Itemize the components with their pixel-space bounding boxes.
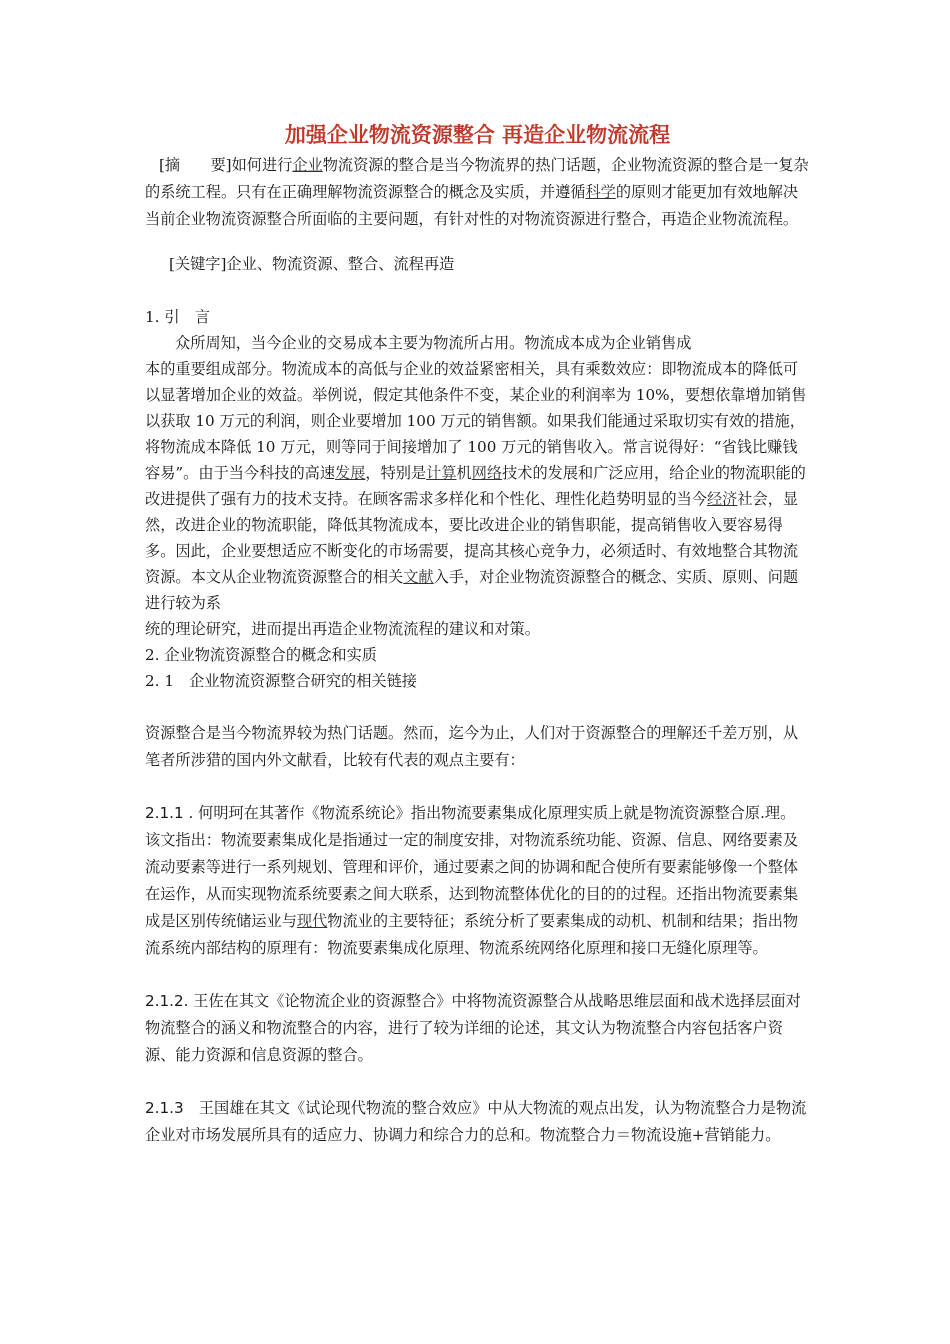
link-xiandai[interactable]: 现代	[296, 912, 328, 930]
link-wenxian[interactable]: 文献	[403, 568, 434, 586]
paragraph-text: 王佐在其文《论物流企业的资源整合》中将物流资源整合从战略思维层面和战术选择层面对物流整合的涵义和物流整合的内容，进行了较为详细的论述，其文认为物流整合内容包括客户资源、能力资源和信息资源的整合。	[145, 992, 801, 1064]
abstract-text: 的原则才能更加有效地解决当前企业物流资源整合所面临的主要问题，有针对性的对物流资源进行整合，再造企业物流流程。	[145, 183, 799, 228]
section-2-1-intro: 资源整合是当今物流界较为热门话题。然而，迄今为止，人们对于资源整合的理解还千差万别，从笔者所涉猎的国内外文献看，比较有代表的观点主要有：	[145, 724, 799, 769]
abstract-text: 如何进行	[231, 156, 293, 174]
link-fazhan[interactable]: 发展	[335, 464, 366, 482]
intro-text: ，特别是	[365, 464, 427, 482]
intro-text: 本的重要组成部分。物流成本的高低与企业的效益紧密相关，具有乘数效应：即物流成本的降低可以显著增加企业的效益。举例说，假定其他条件不变，某企业的利润率为 10%，要想依靠增加销售以获取 10 万元的利润，则企业要增加 100 万元的销售额。如果我们能通过采取切实有效的措施，将物流成本降低 10 万元，则等同于间接增加了 100 万元的销售收入。常言说得好：“省钱比赚钱容易”。由于当今科技的高速	[145, 360, 807, 482]
section-1-heading: 1. 引 言	[145, 308, 210, 326]
intro-paragraph-first-line: 众所周知，当今企业的交易成本主要为物流所占用。物流成本成为企业销售成	[175, 334, 692, 352]
section-2-heading: 2. 企业物流资源整合的概念和实质	[145, 646, 377, 664]
document-title: 加强企业物流资源整合 再造企业物流流程	[284, 123, 671, 147]
document-body	[145, 118, 810, 1149]
paragraph-2-1-1	[145, 800, 810, 962]
paragraph-number: 2.1.1	[145, 804, 184, 822]
intro-text: 入手，对企业物流资源整合的概念、实质、原则、问题进行较为系	[145, 568, 799, 612]
paragraph-number: 2.1.3	[145, 1099, 184, 1117]
link-qiye[interactable]: 企业	[292, 156, 323, 174]
link-jisuanji[interactable]: 计算	[426, 464, 457, 482]
intro-text: 社会，显然，改进企业的物流职能，降低其物流成本，要比改进企业的销售职能，提高销售收入要容易得多。因此，企业要想适应不断变化的市场需要，提高其核心竞争力，必须适时、有效地整合其物流资源。本文从企业物流资源整合的相关	[145, 490, 799, 586]
paragraph-text: 物流业的主要特征；系统分析了要素集成的动机、机制和结果；指出物流系统内部结构的原理有：物流要素集成化原理、物流系统网络化原理和接口无缝化原理等。	[145, 912, 799, 957]
paragraph-2-1-2	[145, 988, 810, 1069]
section-2-1-heading: 2. 1 企业物流资源整合研究的相关链接	[145, 672, 417, 690]
keywords-line: [关键字]企业、物流资源、整合、流程再造	[169, 255, 455, 273]
paragraph-number: 2.1.2.	[145, 992, 189, 1010]
link-kexue[interactable]: 科学	[585, 183, 616, 201]
abstract-label: [摘 要]	[159, 156, 232, 174]
abstract-paragraph	[145, 152, 810, 233]
abstract-text: 物流资源的整合是当今物流界的热门话题，企业物流资源的整合是一复杂的系统工程。只有在正确理解物流资源整合的概念及实质，并遵循	[145, 156, 809, 201]
paragraph-text: 王国雄在其文《试论现代物流的整合效应》中从大物流的观点出发，认为物流整合力是物流企业对市场发展所具有的适应力、协调力和综合力的总和。物流整合力＝物流设施+营销能力。	[145, 1099, 807, 1144]
paragraph-2-1-3	[145, 1095, 810, 1149]
intro-paragraph-body	[145, 356, 810, 616]
intro-text: 机	[456, 464, 472, 482]
intro-text: 技术的发展和广泛应用，给企业的物流职能的改进提供了强有力的技术支持。在顾客需求多样化和个性化、理性化趋势明显的当今	[145, 464, 806, 508]
link-wangluo[interactable]: 网络	[471, 464, 503, 482]
link-jingji[interactable]: 经济	[706, 490, 738, 508]
intro-paragraph-last-line: 统的理论研究，进而提出再造企业物流流程的建议和对策。	[145, 620, 540, 638]
paragraph-text: . 何明珂在其著作《物流系统论》指出物流要素集成化原理实质上就是物流资源整合原.理。该文指出：物流要素集成化是指通过一定的制度安排，对物流系统功能、资源、信息、网络要素及流动要素等进行一系列规划、管理和评价，通过要素之间的协调和配合使所有要素能够像一个整体在运作，从而实现物流系统要素之间大联系，达到物流整体优化的目的的过程。还指出物流要素集成是区别传统储运业与	[145, 804, 799, 930]
